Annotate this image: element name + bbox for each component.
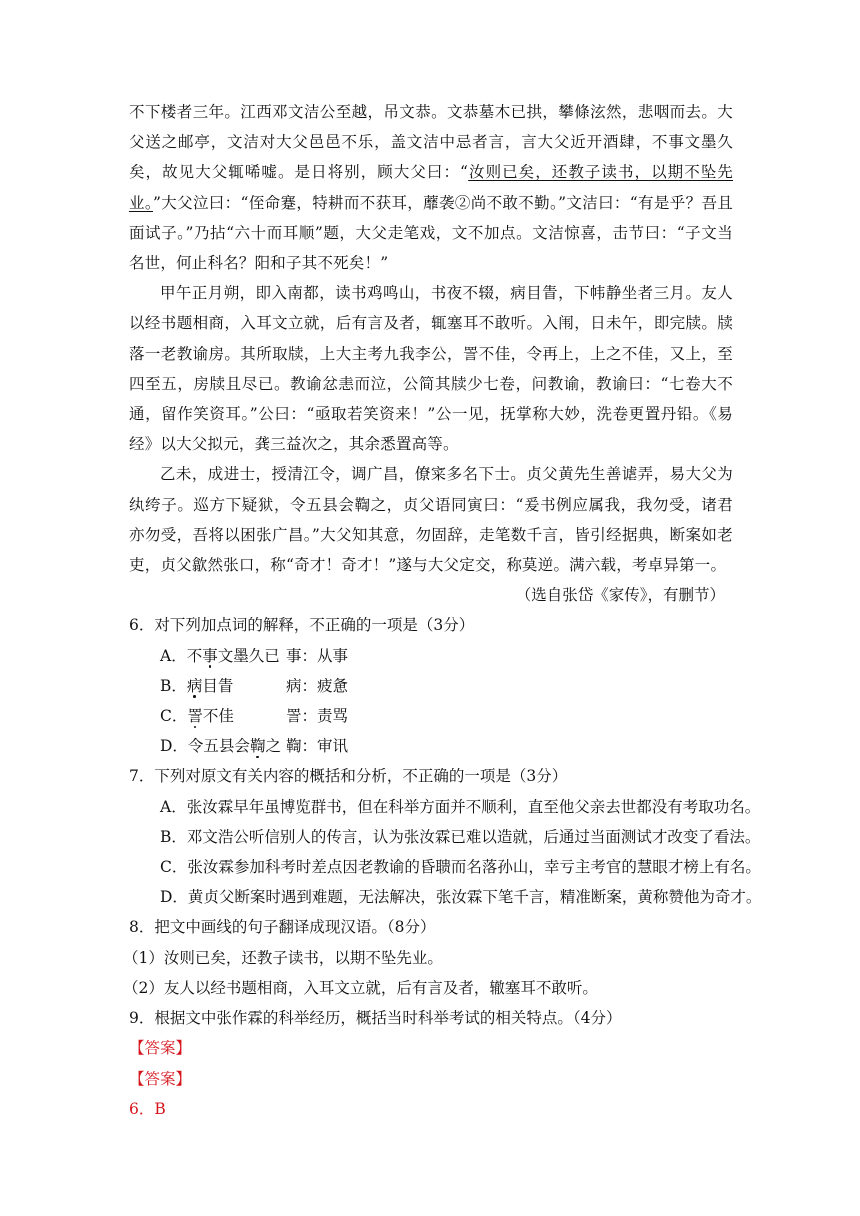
underlined-sentence: 汝则已矣，还教子读书，以期不坠先业。 (129, 163, 733, 212)
answer-6: 6．B (129, 1099, 166, 1118)
question-7-option-c: C．张汝霖参加科考时差点因老教谕的昏聩而名落孙山，幸亏主考官的慧眼才榜上有名。 (160, 858, 761, 877)
dotted-word: 詈 (187, 707, 203, 726)
question-8-sub-2: （2）友人以经书题相商，入耳文立就，后有言及者，辙塞耳不敢听。 (123, 978, 598, 997)
question-6-stem: 6．对下列加点词的解释，不正确的一项是（3分） (129, 616, 475, 635)
answer-label: 【答案】 (129, 1069, 192, 1088)
passage-source: （选自张岱《家传》，有删节） (515, 586, 725, 605)
dotted-word: 事 (202, 646, 218, 665)
question-8-stem: 8．把文中画线的句子翻译成现汉语。（8分） (129, 918, 436, 937)
question-6-option-c: C．詈不佳 詈：责骂 (160, 707, 349, 726)
passage-paragraph-2: 甲午正月朔，即入南都，读书鸡鸣山，书夜不辍，病目眚，下帏静坐者三月。友人以经书题相商，入耳文立就，后有言及者，辄塞耳不敢听。入闱，日未午，即完牍。牍落一老教谕房。其所取牍，上大主考九我李公，詈不佳，令再上，上之不佳，又上，至四至五，房牍且尽已。教谕忿恚而泣，公简其牍少七卷，问教谕，教谕曰：“七卷大不通，留作笑资耳。”公曰：“亟取若笑资来！”公一见，抚掌称大妙，洗卷更置丹铅。《易经》以大父拟元，龚三益次之，其余悉置高等。 (129, 284, 733, 454)
question-7-stem: 7．下列对原文有关内容的概括和分析，不正确的一项是（3分） (129, 767, 568, 786)
passage-paragraph-1 (129, 97, 733, 278)
dotted-word: 鞫 (249, 737, 266, 756)
answer-label: 【答案】 (129, 1039, 192, 1058)
passage-text: ”大父泣曰：“侄命蹇，特耕而不获耳，蘼袭②尚不敢不勤。”文洁曰：“有是乎？吾且面试子。”乃拈“六十而耳顺”题，大父走笔戏，文不加点。文洁惊喜，击节曰：“子文当名世，何止科名？阳和子其不死矣！” (129, 193, 734, 273)
dotted-word: 病 (186, 676, 203, 695)
question-6-option-a: A．不事文墨久已 事：从事 (160, 646, 349, 665)
document-page (123, 97, 762, 1124)
passage-text: 不下楼者三年。江西邓文洁公至越，吊文恭。文恭墓木已拱，攀條泫然，悲咽而去。大父送之邮亭，文洁对大父邑邑不乐，盖文洁中忌者言，言大父近开酒肆，不事文墨久矣，故见大父辄唏嘘。是日将别，顾大父曰：“ (129, 103, 733, 182)
question-7-option-b: B．邓文浩公听信别人的传言，认为张汝霖已难以造就，后通过当面测试才改变了看法。 (160, 827, 761, 846)
question-9-stem: 9．根据文中张作霖的科举经历，概括当时科举考试的相关特点。（4分） (129, 1009, 622, 1028)
question-8-sub-1: （1）汝则已矣，还教子读书，以期不坠先业。 (123, 948, 443, 967)
question-6-option-b: B．病目眚 病：疲惫 (160, 676, 349, 695)
question-7-option-a: A．张汝霖早年虽博览群书，但在科举方面并不顺利，直至他父亲去世都没有考取功名。 (160, 797, 761, 816)
question-6-option-d: D．令五县会鞫之 鞫：审讯 (160, 737, 349, 756)
question-7-option-d: D．黄贞父断案时遇到难题，无法解决，张汝霖下笔千言，精准断案，黄称赞他为奇才。 (160, 888, 762, 907)
passage-paragraph-3: 乙未，成进士，授清江令，调广昌，僚寀多名下士。贞父黄先生善谑弄，易大父为纨绔子。巡方下疑狱，令五县会鞫之，贞父语同寅曰：“爰书例应属我，我勿受，诸君亦勿受，吾将以困张广昌。”大父知其意，勿固辞，走笔数千言，皆引经据典，断案如老吏，贞父歙然张口，称“奇才！奇才！”遂与大父定交，称莫逆。满六载，考卓异第一。 (129, 465, 733, 575)
